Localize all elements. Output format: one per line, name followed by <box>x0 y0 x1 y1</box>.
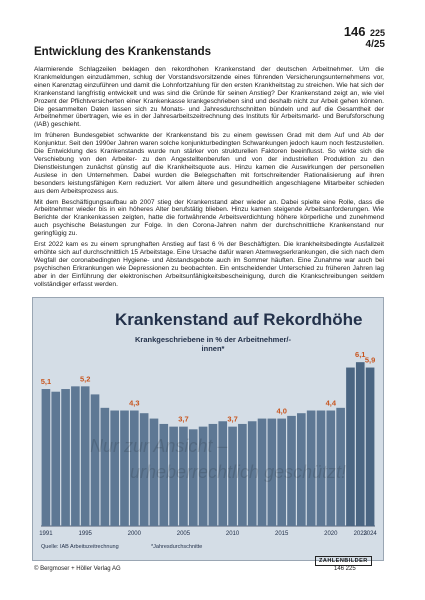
article-body <box>34 66 384 291</box>
value-label-1995: 5,2 <box>79 374 91 384</box>
bar-2020 <box>326 411 335 526</box>
chart-subtitle: Krankgeschriebene in % der Arbeitnehmer/-innen* <box>134 335 292 353</box>
bar-2008 <box>209 424 218 526</box>
bar-2006 <box>189 429 198 526</box>
bar-1999 <box>120 411 129 526</box>
paragraph-3: Mit dem Beschäftigungsaufbau ab 2007 stieg der Krankenstand aber wieder an. Dabei spielte eine Rolle, dass die Arbeitnehmer wieder bis in ein höheres Alter berufstätig blieben. Hinzu kamen steigende Arbeitsanforderungen. Wie Berichte der Krankenkassen zeigten, hatte die fortwährende Arbeitsverdichtung höhere körperliche und zunehmend auch psychische Belastungen zur Folge. In den Corona-Jahren nahm der durchschnittliche Krankenstand nur geringfügig zu. <box>34 198 384 238</box>
tick-label-2000: 2000 <box>127 531 141 537</box>
bar-2015 <box>277 419 286 526</box>
paragraph-2: Im früheren Bundesgebiet schwankte der Krankenstand bis zu einem gewissen Grad mit dem Auf und Ab der Konjunktur. Seit den 1990er Jahren waren solche konjunkturbedingten Schwankungen jedoch kaum noch festzustellen. Die Entwicklung des Krankenstands wurde nun stärker von strukturellen Faktoren beeinflusst. So wirkte sich die Verschiebung von den Arbeiter- zu den Angestelltenberufen und von der industriellen Produktion zu den Dienstleistungen zunächst günstig auf die Krankheitsquote aus. Hinzu kamen die Auswirkungen der personellen Auslese in den Unternehmen. Dabei wurden die Belegschaften mit fortschreitender Rationalisierung auf ihren besonders leistungsfähigen Kern reduziert. Vor allem ältere und gesundheitlich angeschlagene Mitarbeiter schieden aus dem Arbeitsprozess aus. <box>34 132 384 195</box>
bar-1998 <box>110 411 119 526</box>
value-label-2020: 4,4 <box>325 398 337 408</box>
bar-1992 <box>51 392 60 526</box>
bar-1994 <box>71 386 80 526</box>
value-label-2000: 4,3 <box>129 398 140 408</box>
tick-label-1991: 1991 <box>39 531 53 537</box>
bar-2011 <box>238 424 247 526</box>
bar-2010 <box>228 427 237 526</box>
bar-1993 <box>61 389 70 526</box>
tick-label-2020: 2020 <box>324 531 338 537</box>
value-label-2015: 4,0 <box>276 406 287 416</box>
bar-2019 <box>317 411 326 526</box>
paragraph-1: Alarmierende Schlagzeilen beklagen den rekordhohen Krankenstand der deutschen Arbeitnehmer. Um die Krankmeldungen einzudämmen, schlug der Vorstandsvorsitzende eines führenden Versicherungsunternehmens vor, einen Karenztag einzuführen und damit die Lohnfortzahlung für den ersten Krankheitstag zu streichen. Wie hat sich der Krankenstand langfristig entwickelt und was sind die Gründe für seinen Anstieg? Der Krankenstand zeigt an, wie viel Prozent der Pflichtversicherten einer Krankenkasse krankgeschrieben sind und deshalb nicht zur Arbeit gehen können. Die gesammelten Daten lassen sich zu Monats- und Jahresdurchschnitten bündeln und auf die Gesamtheit der Arbeitnehmer übertragen, wie es in der Jahresarbeitszeitrechnung des Instituts für Arbeitsmarkt- und Berufsforschung (IAB) geschieht. <box>34 66 384 129</box>
infographic <box>32 297 384 561</box>
bar-2003 <box>159 424 168 526</box>
tick-label-2010: 2010 <box>225 531 240 537</box>
bar-2002 <box>150 419 159 526</box>
page-number <box>344 26 385 51</box>
tick-label-2023: 2023 <box>353 531 367 537</box>
bar-1991 <box>42 389 51 526</box>
value-label-2005: 3,7 <box>178 414 189 424</box>
bar-2004 <box>169 427 178 526</box>
bar-2017 <box>297 413 306 526</box>
bar-2021 <box>336 408 345 526</box>
bar-1997 <box>101 408 110 526</box>
bar-2016 <box>287 416 296 526</box>
bar-2013 <box>258 419 267 526</box>
paragraph-4: Erst 2022 kam es zu einem sprunghaften Anstieg auf fast 6 % der Beschäftigten. Die krankheitsbedingte Ausfallzeit erhöhte sich auf durchschnittlich 15 Arbeitstage. Eine Ursache dafür waren Atemwegserkrankungen, die sich nach dem Wegfall der coronabedingten Hygiene- und Abstandsgebote auch im Sommer häuften. Eine Zunahme war auch bei psychischen Erkrankungen wie Depressionen zu beobachten. Ein entscheidender Unterschied zu früheren Jahren lag aber in der Einführung der elektronischen Arbeitsunfähigkeitsbescheinigung, durch die Krankschreibungen seitdem vollständiger erfasst werden. <box>34 241 384 288</box>
issue-number: 4/25 <box>365 39 385 50</box>
page-number-sub: 225 <box>369 28 385 38</box>
zahlenbilder-logo: ZAHLENBILDER <box>315 556 372 566</box>
footer-number: 146 225 <box>334 566 356 572</box>
value-label-1991: 5,1 <box>40 377 52 387</box>
bar-2024 <box>366 368 375 526</box>
bar-2000 <box>130 411 139 526</box>
tick-label-2005: 2005 <box>176 531 191 537</box>
chart-source: Quelle: IAB Arbeitszeitrechnung <box>41 544 119 550</box>
bar-2007 <box>199 427 208 526</box>
bar-2023 <box>356 362 365 526</box>
bar-2009 <box>218 421 227 526</box>
value-label-2010: 3,7 <box>227 414 238 424</box>
tick-label-1995: 1995 <box>78 531 92 537</box>
chart-note: *Jahresdurchschnitte <box>151 544 203 550</box>
value-label-2024: 5,9 <box>364 355 376 365</box>
article-title: Entwicklung des Krankenstands <box>34 46 212 58</box>
tick-label-2015: 2015 <box>275 531 289 537</box>
bar-2018 <box>307 411 316 526</box>
bar-2001 <box>140 413 149 526</box>
bar-2014 <box>268 419 277 526</box>
bar-2012 <box>248 421 257 526</box>
bar-2022 <box>346 368 355 526</box>
bar-1995 <box>81 386 90 526</box>
tick-label-2024: 2024 <box>363 531 377 537</box>
chart-title: Krankenstand auf Rekordhöhe <box>115 310 363 329</box>
bar-1996 <box>91 394 100 526</box>
page-number-main: 146 <box>343 24 366 39</box>
bar-2005 <box>179 427 188 526</box>
value-label-2023: 6,1 <box>355 350 366 360</box>
copyright: © Bergmoser + Höller Verlag AG <box>34 566 121 572</box>
